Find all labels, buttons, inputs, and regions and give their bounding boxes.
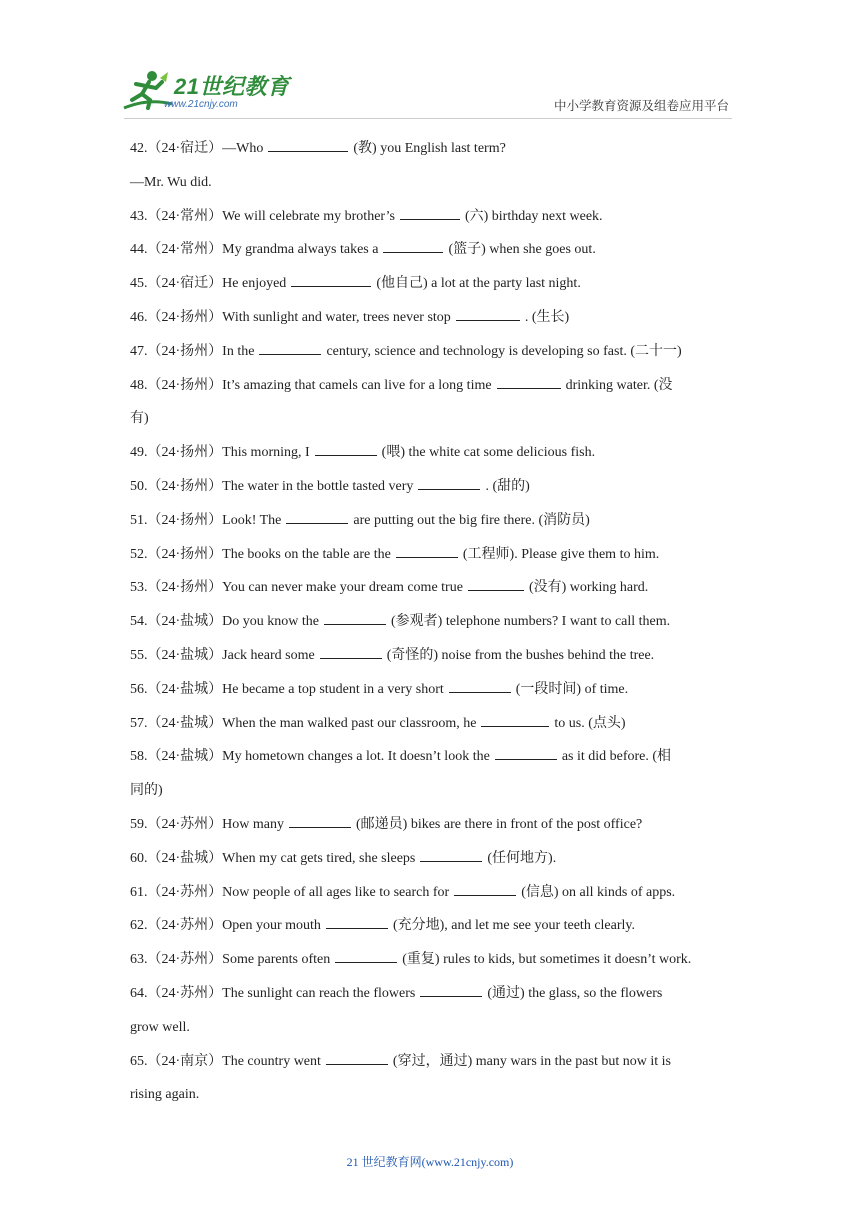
question-text: 44.（24·常州）My grandma always takes a	[130, 242, 379, 258]
question-item	[130, 301, 732, 335]
question-line	[130, 538, 732, 572]
question-item	[130, 571, 732, 605]
question-text: 有)	[130, 411, 149, 427]
question-text: to us. (点头)	[554, 715, 626, 731]
answer-blank[interactable]	[456, 306, 520, 321]
question-text: 61.（24·苏州）Now people of all ages like to search for	[130, 884, 450, 900]
question-list	[130, 132, 732, 1112]
question-text: (一段时间) of time.	[515, 681, 629, 697]
question-text: 54.（24·盐城）Do you know the	[130, 614, 319, 630]
question-text: 58.（24·盐城）My hometown changes a lot. It doesn’t look the	[130, 749, 490, 765]
question-line	[130, 842, 732, 876]
question-text: . (甜的)	[485, 478, 530, 494]
question-text: (信息) on all kinds of apps.	[521, 884, 676, 900]
question-text: 53.（24·扬州）You can never make your dream come true	[130, 580, 463, 596]
answer-blank[interactable]	[335, 948, 397, 963]
answer-blank[interactable]	[326, 1050, 388, 1065]
question-line	[130, 977, 732, 1011]
question-text: 60.（24·盐城）When my cat gets tired, she sleeps	[130, 850, 416, 866]
question-item	[130, 909, 732, 943]
question-item	[130, 977, 732, 1045]
answer-blank[interactable]	[291, 272, 371, 287]
answer-blank[interactable]	[468, 576, 524, 591]
question-text: 51.（24·扬州）Look! The	[130, 512, 282, 528]
question-item	[130, 707, 732, 741]
question-line	[130, 808, 732, 842]
question-item	[130, 132, 732, 200]
answer-blank[interactable]	[454, 881, 516, 896]
answer-blank[interactable]	[383, 238, 443, 253]
question-text: 55.（24·盐城）Jack heard some	[130, 647, 315, 663]
question-text: (六) birthday next week.	[464, 208, 603, 224]
question-line	[130, 571, 732, 605]
question-line	[130, 707, 732, 741]
question-text: 50.（24·扬州）The water in the bottle tasted very	[130, 478, 414, 494]
question-item	[130, 470, 732, 504]
question-line	[130, 876, 732, 910]
page-footer: 21 世纪教育网(www.21cnjy.com)	[346, 1155, 514, 1169]
question-line	[130, 233, 732, 267]
question-item	[130, 639, 732, 673]
answer-blank[interactable]	[320, 644, 382, 659]
question-text: 同的)	[130, 783, 163, 799]
question-text: grow well.	[130, 1019, 190, 1035]
question-item	[130, 436, 732, 470]
answer-blank[interactable]	[396, 543, 458, 558]
question-text: as it did before. (相	[561, 749, 672, 765]
question-text: (通过) the glass, so the flowers	[487, 985, 663, 1001]
answer-blank[interactable]	[315, 441, 377, 456]
question-item	[130, 876, 732, 910]
question-text: (教) you English last term?	[353, 141, 506, 156]
question-text: (他自己) a lot at the party last night.	[376, 276, 581, 292]
question-text: 49.（24·扬州）This morning, I	[130, 445, 310, 461]
question-line	[130, 740, 732, 774]
question-item	[130, 943, 732, 977]
question-item	[130, 740, 732, 808]
question-text: drinking water. (没	[565, 377, 673, 393]
question-item	[130, 335, 732, 369]
answer-blank[interactable]	[420, 982, 482, 997]
answer-blank[interactable]	[259, 340, 321, 355]
question-text: 64.（24·苏州）The sunlight can reach the flowers	[130, 985, 416, 1001]
question-text: —Mr. Wu did.	[130, 174, 212, 190]
question-item	[130, 233, 732, 267]
question-item	[130, 842, 732, 876]
question-line	[130, 909, 732, 943]
question-line	[130, 504, 732, 538]
question-line	[130, 267, 732, 301]
question-text: 63.（24·苏州）Some parents often	[130, 952, 331, 968]
logo	[122, 68, 292, 116]
question-line	[130, 369, 732, 403]
page-header	[0, 0, 860, 118]
question-text: (充分地), and let me see your teeth clearly.	[392, 918, 635, 934]
answer-blank[interactable]	[268, 137, 348, 152]
question-line	[130, 1078, 732, 1112]
question-line	[130, 943, 732, 977]
header-divider	[124, 118, 732, 119]
logo-url: www.21cnjy.com	[164, 99, 238, 110]
question-text: (工程师). Please give them to him.	[462, 546, 660, 562]
question-text: 65.（24·南京）The country went	[130, 1053, 321, 1069]
answer-blank[interactable]	[449, 678, 511, 693]
answer-blank[interactable]	[497, 374, 561, 389]
question-text: (参观者) telephone numbers? I want to call them.	[391, 614, 671, 630]
question-item	[130, 673, 732, 707]
question-line	[130, 470, 732, 504]
question-text: rising again.	[130, 1087, 200, 1103]
answer-blank[interactable]	[481, 712, 549, 727]
question-line	[130, 639, 732, 673]
question-item	[130, 538, 732, 572]
answer-blank[interactable]	[324, 610, 386, 625]
question-text: century, science and technology is developing so fast. (二十一)	[326, 343, 682, 359]
question-text: (任何地方).	[487, 850, 557, 866]
question-text: (喂) the white cat some delicious fish.	[381, 445, 596, 461]
question-line	[130, 200, 732, 234]
question-item	[130, 504, 732, 538]
answer-blank[interactable]	[495, 745, 557, 760]
question-text: 48.（24·扬州）It’s amazing that camels can live for a long time	[130, 377, 492, 393]
question-item	[130, 605, 732, 639]
question-text: are putting out the big fire there. (消防员)	[353, 512, 590, 528]
question-text: 45.（24·宿迁）He enjoyed	[130, 276, 287, 292]
question-text: (邮递员) bikes are there in front of the post office?	[356, 816, 643, 832]
question-line	[130, 166, 732, 200]
question-text: (重复) rules to kids, but sometimes it doesn’t work.	[402, 952, 692, 968]
question-text: 59.（24·苏州）How many	[130, 816, 284, 832]
answer-blank[interactable]	[286, 509, 348, 524]
question-text: (没有) working hard.	[528, 580, 649, 596]
question-item	[130, 1045, 732, 1113]
question-line	[130, 774, 732, 808]
question-line	[130, 335, 732, 369]
question-line	[130, 1045, 732, 1079]
question-text: 56.（24·盐城）He became a top student in a very short	[130, 681, 444, 697]
answer-blank[interactable]	[289, 813, 351, 828]
question-line	[130, 132, 732, 166]
platform-title: 中小学教育资源及组卷应用平台	[553, 99, 729, 113]
question-line	[130, 436, 732, 470]
question-text: 43.（24·常州）We will celebrate my brother’s	[130, 208, 395, 224]
question-text: . (生长)	[524, 309, 570, 325]
question-text: 52.（24·扬州）The books on the table are the	[130, 546, 391, 562]
question-line	[130, 402, 732, 436]
question-text: (穿过，通过) many wars in the past but now it is	[392, 1053, 671, 1069]
question-item	[130, 200, 732, 234]
question-line	[130, 673, 732, 707]
question-line	[130, 605, 732, 639]
question-text: 42.（24·宿迁）—Who	[130, 141, 264, 156]
logo-text: 21世纪教育	[174, 74, 290, 99]
question-line	[130, 1011, 732, 1045]
question-line	[130, 301, 732, 335]
answer-blank[interactable]	[326, 914, 388, 929]
answer-blank[interactable]	[418, 475, 480, 490]
question-item	[130, 267, 732, 301]
question-item	[130, 369, 732, 437]
question-text: 47.（24·扬州）In the	[130, 343, 255, 359]
question-item	[130, 808, 732, 842]
answer-blank[interactable]	[400, 205, 460, 220]
question-text: (篮子) when she goes out.	[448, 242, 596, 258]
question-text: 46.（24·扬州）With sunlight and water, trees never stop	[130, 309, 451, 325]
question-text: (奇怪的) noise from the bushes behind the tree.	[386, 647, 655, 663]
answer-blank[interactable]	[420, 847, 482, 862]
question-text: 62.（24·苏州）Open your mouth	[130, 918, 321, 934]
question-text: 57.（24·盐城）When the man walked past our classroom, he	[130, 715, 477, 731]
